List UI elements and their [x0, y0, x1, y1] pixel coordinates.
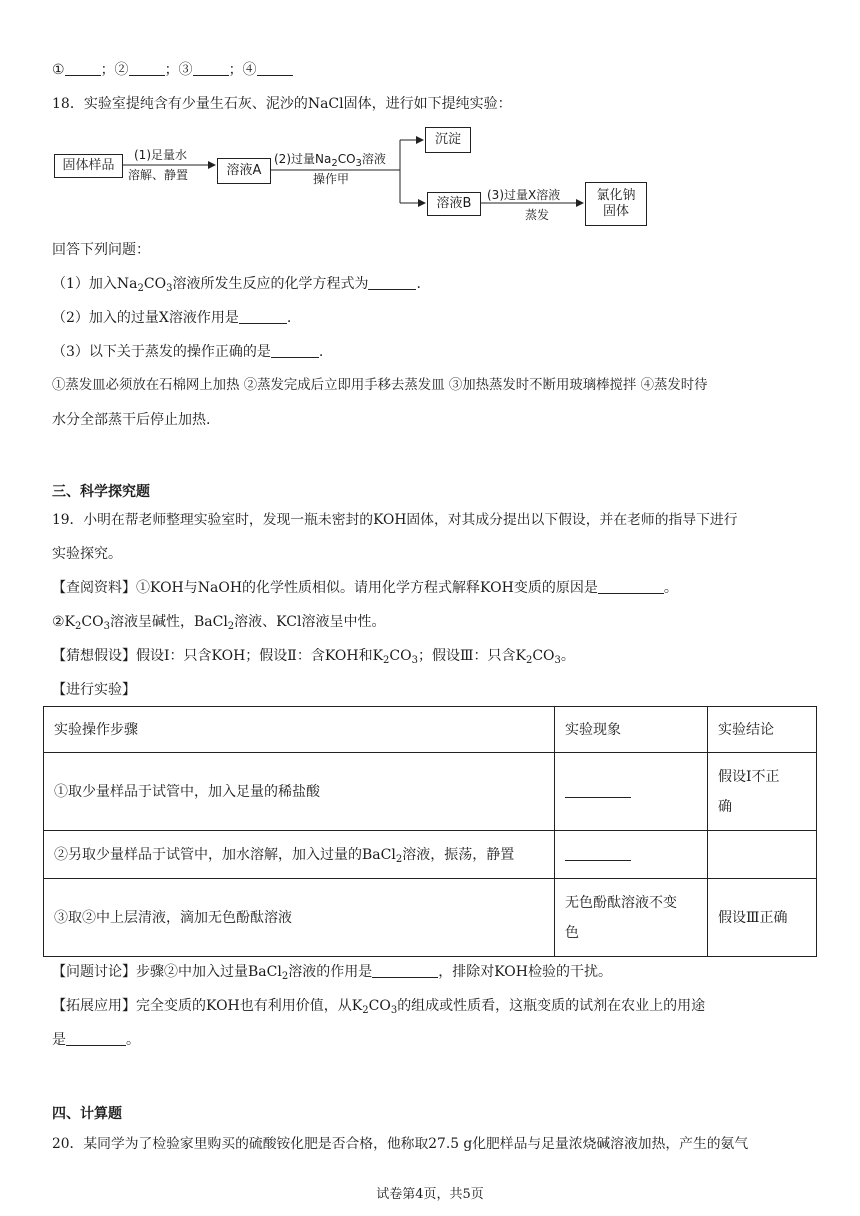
answer-blank — [66, 1031, 126, 1046]
step3-label-top: (3)过量X溶液 — [487, 188, 561, 202]
table-row — [44, 753, 817, 831]
table-header: 实验操作步骤 — [44, 707, 555, 753]
section4-title: 四、计算题 — [52, 1106, 122, 1122]
table-cell: 无色酚酞溶液不变 色 — [555, 879, 708, 957]
section3-title: 三、科学探究题 — [52, 484, 150, 500]
q18-stem: 18．实验室提纯含有少量生石灰、泥沙的NaCl固体，进行如下提纯实验： — [52, 96, 512, 112]
table-cell: ②另取少量样品于试管中，加水溶解，加入过量的BaCl$_2$溶液，振荡，静置 — [44, 831, 555, 879]
q19-guess: 【猜想假设】假设Ⅰ：只含KOH；假设Ⅱ：含KOH和$K_2CO_3$；假设Ⅲ：只含$K_2CO_3$。 — [52, 648, 575, 666]
box-nacl-solid: 氯化钠 固体 — [585, 182, 647, 226]
table-cell: ①取少量样品于试管中，加入足量的稀盐酸 — [44, 753, 555, 831]
q19-stem-line1: 19．小明在帮老师整理实验室时，发现一瓶未密封的KOH固体，对其成分提出以下假设，并在老师的指导下进行 — [52, 512, 738, 528]
answer-blank — [598, 579, 664, 594]
q18-sub1: （1）加入$Na_2CO_3$溶液所发生反应的化学方程式为 . — [52, 276, 421, 294]
box-solid-sample: 固体样品 — [54, 154, 123, 178]
q19-discussion: 【问题讨论】步骤②中加入过量BaCl$_2$溶液的作用是 ，排除对KOH检验的干扰。 — [52, 964, 612, 982]
step2-label-bottom: 操作甲 — [313, 172, 350, 186]
q18-sub3: （3）以下关于蒸发的操作正确的是 . — [52, 344, 324, 360]
table-header-row — [44, 707, 817, 753]
q19-stem-line2: 实验探究。 — [52, 546, 122, 562]
table-header: 实验结论 — [708, 707, 817, 753]
box-solution-a: 溶液A — [217, 158, 271, 184]
table-cell — [555, 831, 708, 879]
q19-experiment-title: 【进行实验】 — [52, 682, 136, 698]
q18-answer-intro: 回答下列问题： — [52, 242, 150, 258]
table-cell: 假设Ⅰ不正 确 — [708, 753, 817, 831]
step3-label-bottom: 蒸发 — [525, 208, 550, 222]
q18-sub2: （2）加入的过量X溶液作用是 . — [52, 310, 292, 326]
q19-extension-line2: 是 。 — [52, 1032, 140, 1048]
table-row — [44, 831, 817, 879]
experiment-table — [43, 706, 817, 957]
answer-blank — [565, 846, 631, 861]
answer-blank — [368, 275, 416, 290]
q19-consult: 【查阅资料】①KOH与NaOH的化学性质相似。请用化学方程式解释KOH变质的原因是 。 — [52, 580, 678, 596]
table-cell — [555, 753, 708, 831]
table-header: 实验现象 — [555, 707, 708, 753]
table-cell: 假设Ⅲ正确 — [708, 879, 817, 957]
q19-extension: 【拓展应用】完全变质的KOH也有利用价值，从$K_2CO_3$的组成或性质看，这瓶变质的试剂在农业上的用途 — [52, 998, 706, 1016]
q18-options-line2: 水分全部蒸干后停止加热. — [52, 412, 211, 428]
q18-options-line1: ①蒸发皿必须放在石棉网上加热 ②蒸发完成后立即用手移去蒸发皿 ③加热蒸发时不断用玻璃棒搅拌 ④蒸发时待 — [52, 378, 708, 393]
box-precipitate: 沉淀 — [425, 127, 471, 153]
table-cell — [708, 831, 817, 879]
answer-blank — [239, 309, 287, 324]
answer-blank — [372, 963, 438, 978]
step1-label-top: (1)足量水 — [134, 148, 187, 162]
box-solution-b: 溶液B — [427, 192, 481, 216]
q19-fact2: $②K_2CO_3$溶液呈碱性，BaCl$_2$溶液、KCl溶液呈中性。 — [52, 614, 386, 632]
answer-blank — [565, 783, 631, 798]
answer-blanks-line: ① ；② ；③ ；④ — [52, 60, 293, 80]
table-cell: ③取②中上层清液，滴加无色酚酞溶液 — [44, 879, 555, 957]
page-footer: 试卷第4页，共5页 — [376, 1187, 484, 1202]
q20-stem: 20．某同学为了检验家里购买的硫酸铵化肥是否合格，他称取27.5 g化肥样品与足量浓烧碱溶液加热，产生的氨气 — [52, 1136, 749, 1152]
table-row — [44, 879, 817, 957]
step2-label-top: (2)过量$Na_2CO_3$溶液 — [274, 152, 386, 169]
answer-blank — [271, 343, 319, 358]
step1-label-bottom: 溶解、静置 — [128, 168, 189, 182]
